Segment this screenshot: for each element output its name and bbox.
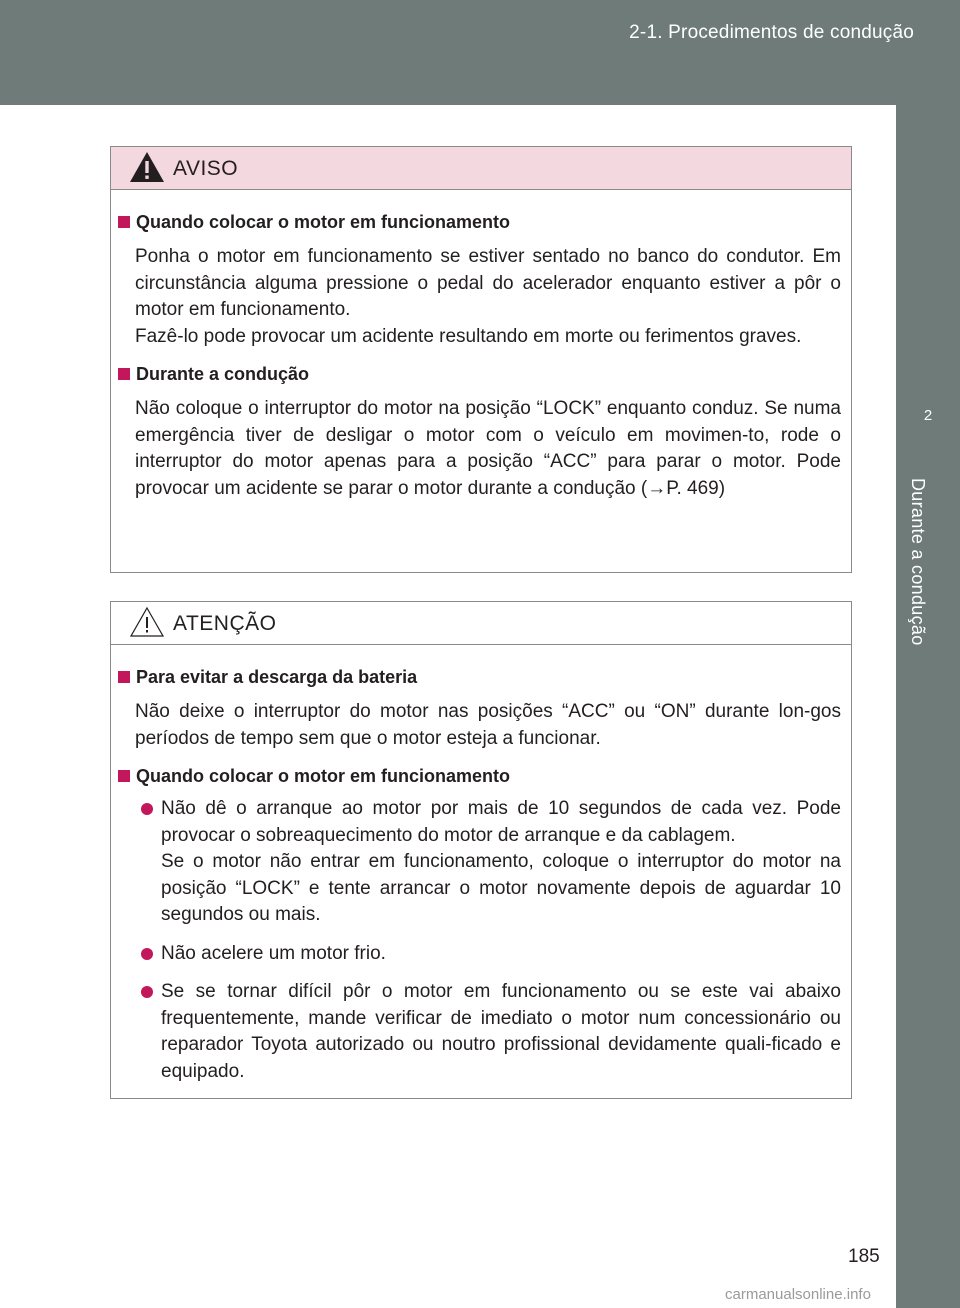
round-bullet-icon [141, 948, 153, 960]
bullet-line: Não dê o arranque ao motor por mais de 10 segundos de cada vez. Pode provocar o sobreaquecimento do motor de arranque e da cablagem. [161, 798, 841, 846]
paragraph [135, 699, 841, 752]
paragraph-text: Fazê-lo pode provocar um acidente resultando em morte ou ferimentos graves. [135, 325, 802, 347]
square-bullet-icon [118, 368, 130, 380]
side-tab-top [896, 105, 960, 369]
aviso-body [111, 190, 851, 502]
bullet-continuation: Se o motor não entrar em funcionamento, coloque o interruptor do motor na posição “LOCK” e tente arrancar o motor novamente depois de aguardar 10 segundos ou mais. [161, 851, 841, 925]
warning-icon [129, 151, 165, 183]
square-bullet-icon [118, 671, 130, 683]
list-item [135, 941, 841, 968]
aviso-title: AVISO [173, 157, 239, 180]
heading-text: Durante a condução [136, 364, 310, 384]
heading-text: Quando colocar o motor em funcionamento [136, 766, 511, 786]
section-heading [117, 208, 841, 236]
section-title: 2-1. Procedimentos de condução [629, 22, 914, 43]
paragraph [135, 396, 841, 502]
chapter-label: Durante a condução [908, 478, 928, 646]
paragraph [135, 244, 841, 350]
square-bullet-icon [118, 770, 130, 782]
chapter-tab[interactable] [896, 369, 960, 463]
atencao-title: ATENÇÃO [173, 612, 277, 635]
round-bullet-icon [141, 986, 153, 998]
atencao-body [111, 645, 851, 1085]
bullet-text: Não acelere um motor frio. [161, 942, 386, 964]
paragraph-text: Não coloque o interruptor do motor na posição “LOCK” enquanto conduz. Se numa emergência tiver de desligar o motor com o veículo em movimen-to, rode o interruptor do motor apenas para a posição “ACC” para parar o motor. Pode provocar um acidente se parar o motor durante a condução (→P. 469) [135, 398, 841, 499]
heading-text: Para evitar a descarga da bateria [136, 667, 418, 687]
bullet-text [161, 796, 841, 929]
chapter-number: 2 [923, 407, 933, 424]
paragraph-text: Não deixe o interruptor do motor nas posições “ACC” ou “ON” durante lon-gos períodos de tempo sem que o motor esteja a funcionar. [135, 701, 841, 749]
section-heading [117, 663, 841, 691]
heading-text: Quando colocar o motor em funcionamento [136, 212, 511, 232]
atencao-box [110, 601, 852, 1099]
square-bullet-icon [118, 216, 130, 228]
paragraph-text: Ponha o motor em funcionamento se estiver sentado no banco do condutor. Em circunstância alguma pressione o pedal do acelerador enquanto estiver a pôr o motor em funcionamento. [135, 246, 841, 320]
aviso-header [111, 147, 851, 190]
section-heading [117, 360, 841, 388]
header-bar [0, 0, 960, 105]
caution-icon [129, 606, 165, 638]
round-bullet-icon [141, 803, 153, 815]
watermark: carmanualsonline.info [725, 1286, 871, 1303]
list-item [135, 979, 841, 1085]
page-number: 185 [848, 1246, 880, 1267]
atencao-header [111, 602, 851, 645]
list-item [135, 796, 841, 929]
aviso-box [110, 146, 852, 573]
bullet-text: Se se tornar difícil pôr o motor em funcionamento ou se este vai abaixo frequentemente, mande verificar de imediato o motor num concessionário ou reparador Toyota autorizado ou noutro profissional devidamente quali-ficado e equipado. [161, 981, 841, 1082]
section-heading [117, 762, 841, 790]
